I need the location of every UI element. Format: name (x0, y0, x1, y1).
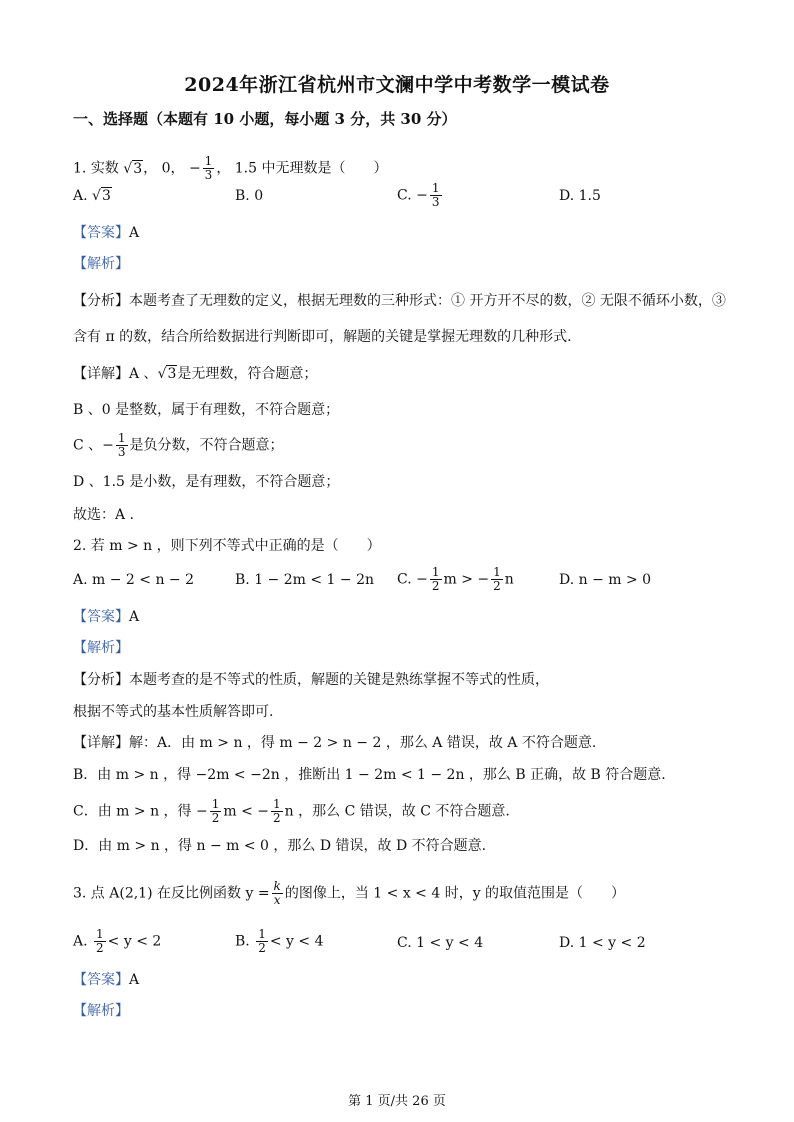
q3-option-d: D. 1 < y < 2 (559, 935, 646, 951)
q2-detail-1: 【详解】解：A．由 m > n ，得 m − 2 > n − 2 ，那么 A 错误，故 A 不符合题意. (73, 735, 597, 751)
q2-fenxi-1: 【分析】本题考查的是不等式的性质，解题的关键是熟练掌握不等式的性质， (73, 672, 549, 688)
q1-option-d: D. 1.5 (559, 188, 601, 204)
page-footer: 第 1 页/共 26 页 (348, 1094, 446, 1109)
q1-option-b: B. 0 (235, 188, 264, 204)
q2-answer: 【答案】A (73, 609, 140, 625)
q1-answer: 【答案】A (73, 225, 140, 241)
q3-analysis-label: 【解析】 (73, 1003, 129, 1019)
q2-analysis-label: 【解析】 (73, 640, 129, 656)
page-title: 2024年浙江省杭州市文澜中学中考数学一模试卷 (184, 74, 610, 96)
question-1-stem: 1. 实数 √3， 0， − $\frac{1}{3}$ ， 1.5 中无理数是（ ） (73, 154, 388, 182)
q2-detail-4: D．由 m > n ，得 n − m < 0 ，那么 D 错误，故 D 不符合题意. (73, 838, 487, 854)
q3-option-a: A. $\frac{1}{2}$ < y < 2 (73, 927, 162, 955)
q1-detail-2: B 、0 是整数，属于有理数，不符合题意； (73, 402, 340, 418)
q1-option-c: C. − $\frac{1}{3}$ (397, 181, 440, 209)
q1-detail-1: 【详解】A 、√3是无理数，符合题意； (73, 366, 318, 382)
q1-analysis-label: 【解析】 (73, 256, 129, 272)
q1-detail-3: C 、− $\frac{1}{3}$ 是负分数，不符合题意； (73, 431, 284, 459)
question-3-stem: 3. 点 A(2,1) 在反比例函数 y = $\frac{k}{x}$ 的图像上，当 1 < x < 4 时，y 的取值范围是（ ） (73, 879, 626, 907)
q2-option-d: D. n − m > 0 (559, 572, 652, 588)
q3-option-c: C. 1 < y < 4 (397, 935, 484, 951)
q1-option-a: A. √3 (73, 188, 111, 204)
q2-fenxi-2: 根据不等式的基本性质解答即可. (73, 704, 274, 720)
section-heading: 一、选择题（本题有 10 小题，每小题 3 分，共 30 分） (73, 110, 457, 128)
q3-answer: 【答案】A (73, 972, 140, 988)
q2-option-a: A. m − 2 < n − 2 (73, 572, 195, 588)
q1-conclusion: 故选：A . (73, 507, 135, 523)
q1-fenxi-1: 【分析】本题考查了无理数的定义，根据无理数的三种形式：① 开方开不尽的数，② 无限不循环小数，③ (73, 293, 726, 309)
q1-fenxi-2: 含有 π 的数，结合所给数据进行判断即可，解题的关键是掌握无理数的几种形式. (73, 329, 572, 345)
q2-option-c: C. − $\frac{1}{2}$ m > − $\frac{1}{2}$ n (397, 565, 514, 593)
question-2-stem: 2. 若 m > n ，则下列不等式中正确的是（ ） (73, 538, 381, 554)
q1-detail-4: D 、1.5 是小数，是有理数，不符合题意； (73, 474, 340, 490)
q2-option-b: B. 1 − 2m < 1 − 2n (235, 572, 375, 588)
q3-option-b: B. $\frac{1}{2}$ < y < 4 (235, 927, 324, 955)
q2-detail-2: B．由 m > n ，得 −2m < −2n ，推断出 1 − 2m < 1 − 2n ，那么 B 正确，故 B 符合题意. (73, 767, 666, 783)
sqrt-symbol: √3 (123, 160, 143, 177)
q2-detail-3: C．由 m > n ，得 − $\frac{1}{2}$ m < − $\frac{1}{2}$ n ，那么 C 错误，故 C 不符合题意. (73, 797, 510, 825)
fraction: $\frac{1}{3}$ (204, 154, 213, 182)
